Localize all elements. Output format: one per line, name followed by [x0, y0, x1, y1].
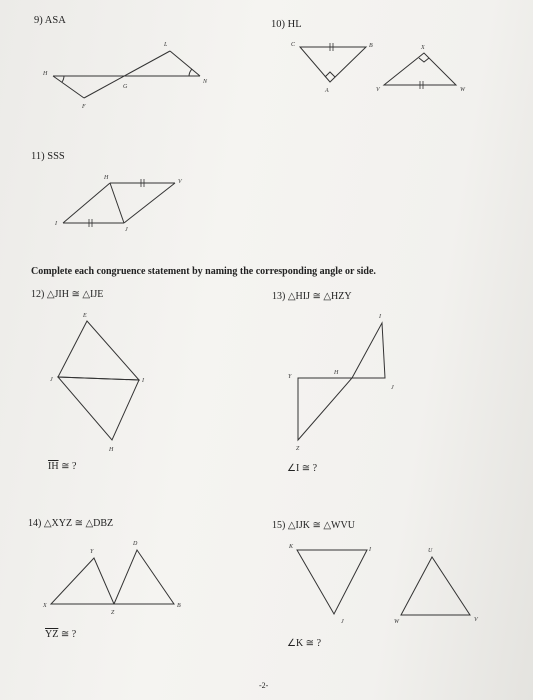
triangle-zdb [114, 550, 174, 604]
problem-15-title: 15) △IJK ≅ △WVU [272, 520, 355, 531]
vertex-b-label: B [369, 43, 373, 49]
vertex-h-label: H [43, 71, 48, 77]
vertex-y-label: Y [90, 549, 94, 555]
figure-15 [288, 544, 479, 625]
vertex-w-label: W [394, 619, 399, 625]
vertex-h-label: H [109, 447, 114, 453]
vertex-e-label: E [83, 313, 87, 319]
instruction-text: Complete each congruence statement by naming the corresponding angle or side. [31, 266, 376, 277]
vertex-x-label: X [43, 603, 47, 609]
problem-9-title: 9) ASA [34, 15, 66, 26]
segment-ih: $\overline{IH}$ [48, 461, 59, 472]
vertex-v-label: V [376, 87, 380, 93]
vertex-n-label: N [203, 79, 208, 85]
vertex-h-label: H [104, 175, 109, 181]
vertex-g-label: G [123, 84, 128, 90]
triangle-uwv [401, 557, 470, 615]
segment-l-n [170, 51, 200, 76]
vertex-y-label: Y [288, 374, 292, 380]
segment-f-l [84, 51, 170, 98]
question-rest: ≅ ? [58, 461, 77, 472]
figure-13 [288, 314, 394, 452]
angle-mark-n [189, 69, 192, 76]
angle-mark-h [62, 76, 64, 82]
problem-14-title: 14) △XYZ ≅ △DBZ [28, 518, 114, 529]
triangle-eji [58, 321, 139, 380]
vertex-j-label: J [391, 385, 394, 391]
vertex-j-label: J [125, 227, 128, 233]
vertex-u-label: U [428, 548, 433, 554]
figure-10-hl [291, 42, 466, 94]
vertex-w-label: W [460, 87, 465, 93]
vertex-z-label: Z [111, 610, 115, 616]
page-number: -2- [259, 681, 269, 690]
vertex-h-label: H [334, 370, 339, 376]
vertex-j-label: J [341, 619, 344, 625]
vertex-i-label: I [379, 314, 381, 320]
segment-yz: $\overline{YZ}$ [45, 629, 59, 640]
triangle-xvw [384, 53, 456, 85]
vertex-l-label: L [164, 42, 168, 48]
vertex-i-label: I [142, 378, 144, 384]
problem-15-question: ∠K ≅ ? [287, 638, 322, 649]
vertex-f-label: F [82, 104, 86, 110]
figure-11-sss [54, 175, 183, 233]
segment-h-f [53, 76, 84, 98]
question-rest: ≅ ? [58, 629, 77, 640]
segment-j-v [124, 183, 175, 223]
vertex-d-label: D [133, 541, 138, 547]
triangle-jih [58, 377, 139, 440]
vertex-v-label: V [474, 617, 478, 623]
vertex-k-label: K [289, 544, 294, 550]
right-angle-mark [325, 72, 335, 77]
triangle-cba [300, 47, 366, 82]
vertex-j-label: J [50, 377, 53, 383]
vertex-z-label: Z [296, 446, 300, 452]
figure-12 [50, 313, 145, 453]
vertex-x-label: X [421, 45, 425, 51]
right-angle-mark [419, 58, 429, 62]
vertex-b-label: B [177, 603, 181, 609]
problem-13-question: ∠I ≅ ? [287, 463, 318, 474]
problem-10-title: 10) HL [271, 19, 302, 30]
problem-11-title: 11) SSS [31, 151, 65, 162]
figure-9-asa [42, 42, 208, 110]
vertex-c-label: C [291, 42, 296, 48]
segment-h-i [63, 183, 110, 223]
problem-12-title: 12) △JIH ≅ △IJE [31, 289, 104, 300]
triangle-hyz [298, 378, 352, 440]
vertex-i-label: I [55, 221, 57, 227]
segment-h-j [110, 183, 124, 223]
vertex-i-label: I [369, 547, 371, 553]
vertex-a-label: A [325, 88, 329, 94]
problem-13-title: 13) △HIJ ≅ △HZY [272, 291, 352, 302]
triangle-xyz [51, 558, 114, 604]
vertex-v-label: V [178, 179, 182, 185]
figure-14 [42, 541, 181, 616]
triangle-kij [297, 550, 367, 614]
triangle-ihj [352, 323, 385, 378]
